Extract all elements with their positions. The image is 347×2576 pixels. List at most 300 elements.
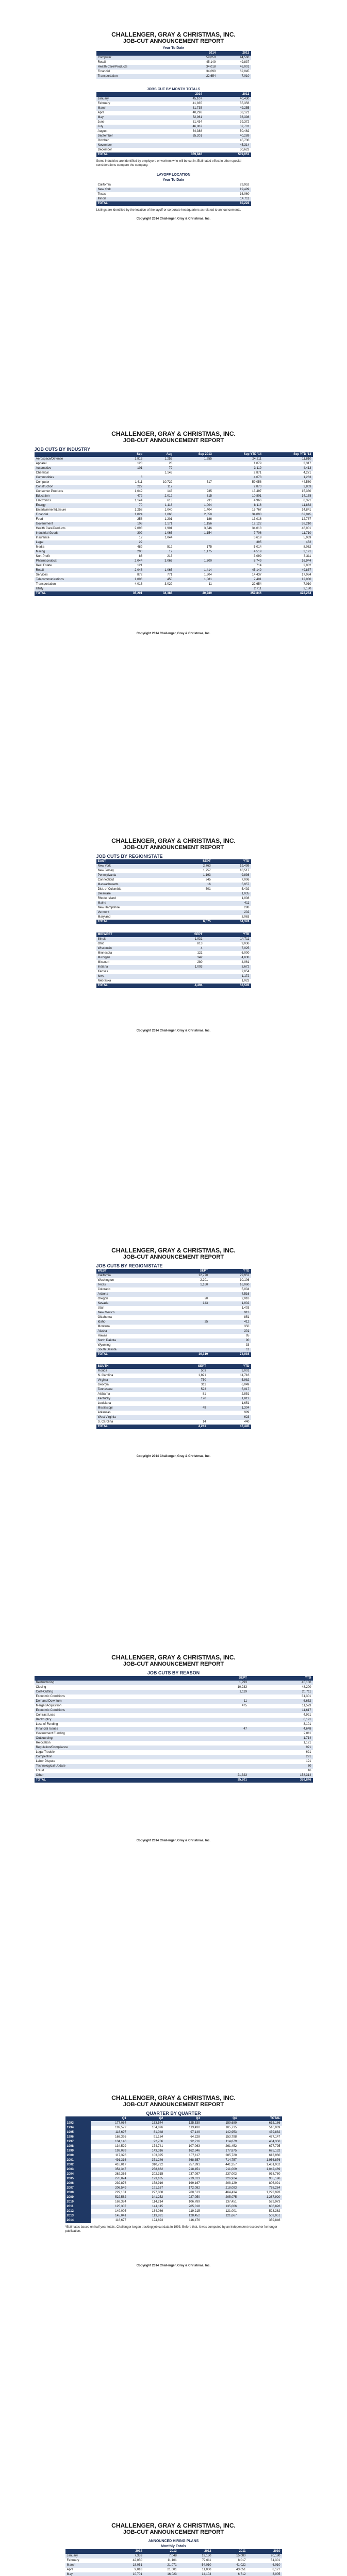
table-cell: 142,953 <box>202 2130 238 2135</box>
row-label: Non-Profit <box>36 555 50 558</box>
table-cell: 298 <box>244 906 250 909</box>
table-cell: 517 <box>206 481 212 484</box>
table-row <box>96 139 251 143</box>
row-label: Regulation/Compliance <box>35 1745 192 1750</box>
row-label: California <box>96 1274 169 1278</box>
table-row <box>96 887 251 892</box>
table-cell: 1,040 <box>164 509 173 512</box>
table-cell: 291 <box>249 1755 313 1759</box>
table-cell: 1,604 <box>204 573 212 577</box>
table-cell: 606,826 <box>238 2205 282 2209</box>
row-label: Commodities <box>35 476 114 480</box>
row-label: Alaska <box>96 1329 169 1334</box>
table-cell: 143 <box>168 1301 209 1306</box>
table-cell <box>144 540 174 545</box>
table-row <box>96 56 251 60</box>
table-cell: 91,184 <box>153 2136 163 2139</box>
column-header: 2013 <box>217 51 251 56</box>
table-row <box>65 2144 282 2149</box>
table-cell: 4,016 <box>135 583 143 586</box>
table-cell: 50,462 <box>240 130 250 133</box>
table-row <box>35 1722 313 1727</box>
table-cell: 1,049 <box>135 490 143 493</box>
industry-title: JOB CUTS BY INDUSTRY <box>34 447 91 452</box>
table-cell: 2,093 <box>135 527 143 530</box>
table-cell: 310,722 <box>152 2163 163 2166</box>
table-cell: 345 <box>205 878 211 882</box>
row-label: Oklahoma <box>97 1316 112 1319</box>
table-cell: 118,677 <box>115 2219 126 2222</box>
table-cell <box>168 1287 209 1292</box>
table-cell: 121,001 <box>225 2210 237 2213</box>
row-label: Insurance <box>36 536 49 539</box>
row-label: February <box>97 102 110 105</box>
table-cell: 4,241 <box>169 1425 208 1429</box>
row-label: Demand Downturn <box>35 1699 192 1704</box>
table-cell: 10,801 <box>213 494 263 499</box>
table-cell <box>192 1755 249 1759</box>
table-cell: 3,346 <box>204 527 212 530</box>
table-cell: 359,846 <box>269 2219 280 2222</box>
table-cell: 450 <box>144 578 174 582</box>
row-label: Financial <box>35 513 114 517</box>
table-cell: 6,049 <box>241 1383 250 1386</box>
table-row <box>35 471 313 476</box>
table-cell: 311 <box>201 1383 206 1386</box>
table-cell: 59,058 <box>252 481 262 484</box>
table-row <box>96 1301 251 1306</box>
table-cell: 813 <box>197 942 203 945</box>
row-label: Kentucky <box>96 1397 170 1401</box>
table-cell: 153,544 <box>128 2121 164 2126</box>
table-cell: 7,353 <box>109 2554 144 2558</box>
row-label: TOTAL <box>96 920 178 924</box>
table-cell <box>192 1713 249 1718</box>
table-cell: 16,319 <box>168 1352 209 1357</box>
table-cell: 169,384 <box>115 2200 126 2204</box>
table-cell: 3,619 <box>254 536 262 539</box>
location-title: LAYOFF LOCATION <box>156 173 191 177</box>
table-cell: 193,185 <box>128 2177 164 2181</box>
table-cell: 237,097 <box>188 2173 200 2176</box>
row-label: 2009 <box>65 2195 91 2200</box>
table-cell: 120 <box>169 1397 208 1401</box>
table-row <box>35 499 313 503</box>
table-cell: 1,172 <box>204 974 251 979</box>
row-label: Missouri <box>97 961 109 964</box>
table-cell: 6,575 <box>178 920 212 924</box>
row-label: Virginia <box>96 1378 170 1383</box>
table-cell: 143 <box>167 490 173 493</box>
table-cell: 1,304 <box>208 1406 251 1411</box>
row-label: TOTAL <box>96 1425 170 1429</box>
page-2 <box>0 430 347 635</box>
table-cell: 3,672 <box>204 965 251 970</box>
row-label: New York <box>96 188 184 192</box>
table-cell: 913 <box>209 1311 251 1315</box>
table-cell: 491,316 <box>91 2158 127 2163</box>
column-header: EAST <box>96 859 178 864</box>
table-cell <box>168 1329 209 1334</box>
row-label: April <box>67 2568 73 2571</box>
table-cell: 48,200 <box>302 1686 311 1689</box>
table-row <box>96 937 251 942</box>
table-cell: 4,519 <box>213 550 263 554</box>
row-label: 2012 <box>65 2209 91 2214</box>
table-row <box>65 2158 282 2163</box>
table-cell: 47 <box>192 1727 249 1732</box>
table-cell <box>162 979 204 984</box>
column-header: Sep 2013 <box>174 452 213 457</box>
row-label: TOTAL <box>35 1778 192 1783</box>
table-cell: 64,324 <box>212 920 251 924</box>
row-label: Telecommunications <box>35 578 114 582</box>
table-cell: 121 <box>197 952 203 955</box>
table-cell: 177,875 <box>202 2149 238 2154</box>
table-cell: 53,592 <box>204 984 251 988</box>
company-name: CHALLENGER, GRAY & CHRISTMAS, INC. <box>111 31 236 38</box>
ytd-table <box>96 51 251 79</box>
table-cell: 1,263 <box>263 476 312 480</box>
location-subtitle: Year To Date <box>162 178 185 182</box>
table-cell: 4,838 <box>204 956 251 960</box>
table-cell: 285,720 <box>225 2154 237 2157</box>
column-header: 2013 <box>204 92 251 97</box>
table-cell: 90 <box>209 1338 251 1343</box>
table-cell: 11,810 <box>263 457 312 462</box>
table-row <box>96 910 251 915</box>
row-label: Mississippi <box>96 1406 170 1411</box>
table-cell: 1,023 <box>241 979 250 982</box>
table-cell: 258,662 <box>128 2167 164 2172</box>
table-row <box>35 536 313 540</box>
table-cell: 5,492 <box>241 888 250 891</box>
table-cell: 277,008 <box>152 2191 163 2194</box>
table-cell: 30,623 <box>240 148 250 151</box>
table-cell: 137,451 <box>225 2200 237 2204</box>
table-cell: 7,010 <box>303 583 311 586</box>
table-cell: 70 <box>114 503 144 508</box>
table-cell: 239,876 <box>115 2182 126 2185</box>
row-label: Pennsylvania <box>96 873 178 878</box>
table-cell: 206,549 <box>91 2186 127 2191</box>
row-label: Education <box>35 494 114 499</box>
column-header: 2014 <box>156 92 204 97</box>
table-cell: 1,812 <box>208 1397 251 1401</box>
report-header <box>0 1247 347 1261</box>
table-cell: 125,539 <box>164 2121 201 2126</box>
table-row <box>35 485 313 489</box>
table-cell: 452 <box>263 540 312 545</box>
table-cell <box>192 1750 249 1755</box>
table-cell: 7,025 <box>204 946 251 951</box>
table-row <box>96 60 251 65</box>
table-cell: 2,850 <box>174 513 213 517</box>
row-label: 2001 <box>65 2158 91 2163</box>
table-cell: 15,380 <box>302 490 311 493</box>
table-row <box>35 480 313 485</box>
row-label: Computer <box>96 56 184 60</box>
table-cell: 1,431,052 <box>266 2163 280 2166</box>
table-cell: 43,051 <box>236 2568 246 2571</box>
table-cell <box>174 536 213 540</box>
table-row <box>96 65 251 70</box>
table-row <box>96 1383 251 1387</box>
table-cell: 1,081 <box>174 578 213 582</box>
table-cell: 9,836 <box>212 873 251 878</box>
row-label: Computer <box>36 481 49 484</box>
table-row <box>96 1292 251 1297</box>
row-label: Labor Dispute <box>36 1760 55 1763</box>
table-row <box>96 864 251 869</box>
column-header: SEPT <box>169 1364 208 1369</box>
table-cell: 1,121 <box>303 1741 311 1744</box>
table-cell: 3,099 <box>254 555 262 558</box>
table-cell: 29,952 <box>240 183 250 187</box>
table-row <box>96 97 251 101</box>
row-label: Iowa <box>96 974 162 979</box>
row-label: Relocation <box>36 1741 51 1744</box>
row-label: North Dakota <box>96 1338 169 1343</box>
table-cell: 11,101 <box>167 2559 177 2562</box>
table-cell: 218,451 <box>164 2167 201 2172</box>
row-label: TOTAL <box>96 152 157 157</box>
table-row <box>65 2154 282 2158</box>
table-row <box>96 106 251 111</box>
table-row <box>96 906 251 910</box>
row-label: May <box>96 115 157 120</box>
table-row <box>35 527 313 531</box>
row-label: Tennessee <box>96 1387 170 1392</box>
table-row <box>65 2163 282 2167</box>
table-row <box>65 2130 282 2135</box>
table-cell: 134,529 <box>115 2145 126 2148</box>
table-row <box>65 2554 282 2558</box>
table-cell: 103,025 <box>152 2154 163 2157</box>
table-cell: 1,651 <box>241 1402 250 1405</box>
table-row <box>65 2186 282 2191</box>
table-row <box>35 1727 313 1732</box>
copyright: Copyright 2014 Challenger, Gray & Christmas, Inc. <box>136 1839 211 1842</box>
table-cell: 104,876 <box>152 2126 163 2129</box>
table-cell: 8,749 <box>213 559 263 564</box>
row-label: 1996 <box>65 2135 91 2140</box>
table-cell: 158,314 <box>249 1773 313 1778</box>
row-label: Alabama <box>97 1393 110 1396</box>
table-cell: 1,143 <box>164 471 173 474</box>
table-cell: 8,116 <box>213 503 263 508</box>
table-cell: 219,013 <box>164 2177 201 2181</box>
table-cell: 20,711 <box>249 1690 313 1694</box>
row-label: 2007 <box>65 2186 91 2191</box>
row-label: Real Estate <box>36 564 52 567</box>
table-cell: 341,252 <box>128 2195 164 2200</box>
table-cell: 301 <box>209 1329 251 1334</box>
table-cell: 411 <box>212 901 251 906</box>
company-name: CHALLENGER, GRAY & CHRISTMAS, INC. <box>111 2094 236 2102</box>
table-row <box>96 101 251 106</box>
table-row <box>96 1278 251 1283</box>
row-label: 2006 <box>65 2181 91 2186</box>
total-row <box>96 1352 251 1357</box>
row-label: Texas <box>96 1283 169 1287</box>
table-row <box>96 1287 251 1292</box>
table-cell <box>162 974 204 979</box>
table-cell: 371,246 <box>128 2158 164 2163</box>
table-cell: 257,891 <box>188 2163 200 2166</box>
table-cell: 472 <box>114 494 144 499</box>
table-cell: 106,789 <box>188 2200 200 2204</box>
company-name: CHALLENGER, GRAY & CHRISTMAS, INC. <box>111 1247 236 1254</box>
table-row <box>96 192 251 197</box>
table-cell: 8,321 <box>303 499 311 502</box>
table-row <box>96 1406 251 1411</box>
row-label: 2010 <box>65 2200 91 2205</box>
table-cell: 2,851 <box>241 1393 250 1396</box>
table-cell: 95 <box>245 1334 250 1337</box>
table-row <box>96 143 251 148</box>
table-cell: 4,648 <box>249 1727 313 1732</box>
row-label: Outsourcing <box>35 1736 192 1741</box>
table-cell: 12,030 <box>263 578 312 582</box>
copyright: Copyright 2014 Challenger, Gray & Christmas, Inc. <box>136 1029 211 1032</box>
west-table <box>96 1269 251 1357</box>
industry-section <box>35 446 313 596</box>
column-header: SEPT <box>168 1269 209 1274</box>
table-cell: 1,003 <box>162 965 204 970</box>
table-cell: 6,191 <box>249 1718 313 1722</box>
table-row <box>35 522 313 527</box>
table-cell <box>168 1311 209 1315</box>
table-cell: 1,160 <box>168 1283 209 1287</box>
table-cell: 9,001 <box>208 1369 251 1374</box>
table-cell: 2,871 <box>254 471 262 474</box>
table-cell: 1,024 <box>114 513 144 517</box>
table-cell <box>174 471 213 476</box>
table-cell: 97,149 <box>164 2130 201 2135</box>
table-row <box>35 1764 313 1769</box>
row-label: California <box>97 183 111 187</box>
table-row <box>96 1297 251 1301</box>
table-cell: 235 <box>206 490 212 493</box>
row-label: Economic Conditions <box>36 1695 65 1698</box>
column-header: SEPT <box>192 1676 249 1681</box>
table-cell: 280 <box>197 961 203 964</box>
table-cell: 128 <box>137 462 143 465</box>
table-cell: 200 <box>114 550 144 554</box>
table-cell <box>144 587 174 591</box>
table-cell: 439,882 <box>238 2130 282 2135</box>
table-cell: 1,118 <box>144 503 174 508</box>
table-cell: 768,264 <box>238 2186 282 2191</box>
table-cell: 19,499 <box>212 864 251 869</box>
table-cell: 14,711 <box>183 197 251 201</box>
table-cell: 501 <box>205 888 211 891</box>
page-5 <box>0 1654 347 1842</box>
table-cell: 4 <box>162 946 204 951</box>
table-row <box>35 457 313 462</box>
table-cell: 1,008 <box>241 897 250 900</box>
table-cell: 21,001 <box>167 2568 177 2571</box>
page-7 <box>0 2522 347 2576</box>
table-cell: 213 <box>167 555 173 558</box>
table-cell: 92,706 <box>128 2140 164 2144</box>
table-row <box>65 2568 282 2572</box>
table-cell: 2,054 <box>241 970 250 973</box>
table-row <box>35 1694 313 1699</box>
table-cell: 7,006 <box>241 878 250 882</box>
region-section-2 <box>96 1263 251 1429</box>
table-cell: 45,149 <box>213 568 263 573</box>
table-cell: 45,730 <box>240 139 250 142</box>
table-cell: 4,516 <box>209 1292 251 1297</box>
table-row <box>35 1769 313 1773</box>
table-row <box>35 489 313 494</box>
column-header: 2014 <box>109 2549 144 2554</box>
table-cell: 22 <box>114 540 144 545</box>
table-cell: 11,000 <box>202 2568 211 2571</box>
table-cell: 38,210 <box>263 522 312 527</box>
table-row <box>96 120 251 125</box>
table-cell: 675,132 <box>238 2149 282 2154</box>
table-cell: 128,452 <box>164 2214 201 2218</box>
table-cell: 34,388 <box>192 130 202 133</box>
table-cell: 11 <box>209 1348 251 1352</box>
report-name: JOB-CUT ANNOUNCEMENT REPORT <box>123 2102 224 2108</box>
table-row <box>96 1397 251 1401</box>
quarter-table <box>65 2116 282 2223</box>
table-header-row <box>96 92 251 97</box>
table-row <box>35 1773 313 1778</box>
report-name: JOB-CUT ANNOUNCEMENT REPORT <box>123 1254 224 1260</box>
table-cell: 5,004 <box>241 1288 250 1291</box>
column-header: Sep YTD '13 <box>263 452 312 457</box>
table-cell: 1,902 <box>209 1301 251 1306</box>
table-cell: 368,357 <box>164 2158 201 2163</box>
row-label: Dist. of Columbia <box>97 888 122 891</box>
row-label: Texas <box>97 193 106 196</box>
table-cell: 125,307 <box>91 2205 127 2209</box>
table-cell: 3,063 <box>241 916 250 919</box>
table-cell: 44,560 <box>217 56 251 60</box>
company-name: CHALLENGER, GRAY & CHRISTMAS, INC. <box>111 430 236 437</box>
row-label: Government <box>35 522 114 527</box>
table-cell: 1,201 <box>164 518 173 521</box>
table-cell: 107,117 <box>189 2154 200 2157</box>
table-cell: 276,074 <box>91 2177 127 2181</box>
table-cell: 62,045 <box>240 70 250 73</box>
table-cell: 522,582 <box>91 2195 127 2200</box>
table-row <box>35 540 313 545</box>
row-label: Construction <box>35 485 114 489</box>
row-label: 2008 <box>65 2191 91 2195</box>
table-cell: 359,846 <box>213 591 263 596</box>
table-row <box>35 578 313 582</box>
table-cell: 1,042,469 <box>238 2167 282 2172</box>
table-cell: 113,430 <box>189 2126 200 2129</box>
row-label: 1998 <box>65 2144 91 2149</box>
table-cell: 1,931 <box>162 937 204 942</box>
table-cell: 613 <box>167 499 173 502</box>
report-header <box>0 837 347 851</box>
table-cell: 121,667 <box>202 2214 238 2218</box>
row-label: Arizona <box>96 1292 169 1297</box>
table-cell: 205,075 <box>202 2195 238 2200</box>
table-row <box>96 901 251 906</box>
column-header: Aug <box>144 452 174 457</box>
table-cell: 509,051 <box>204 152 251 157</box>
row-label: 2004 <box>65 2172 91 2177</box>
